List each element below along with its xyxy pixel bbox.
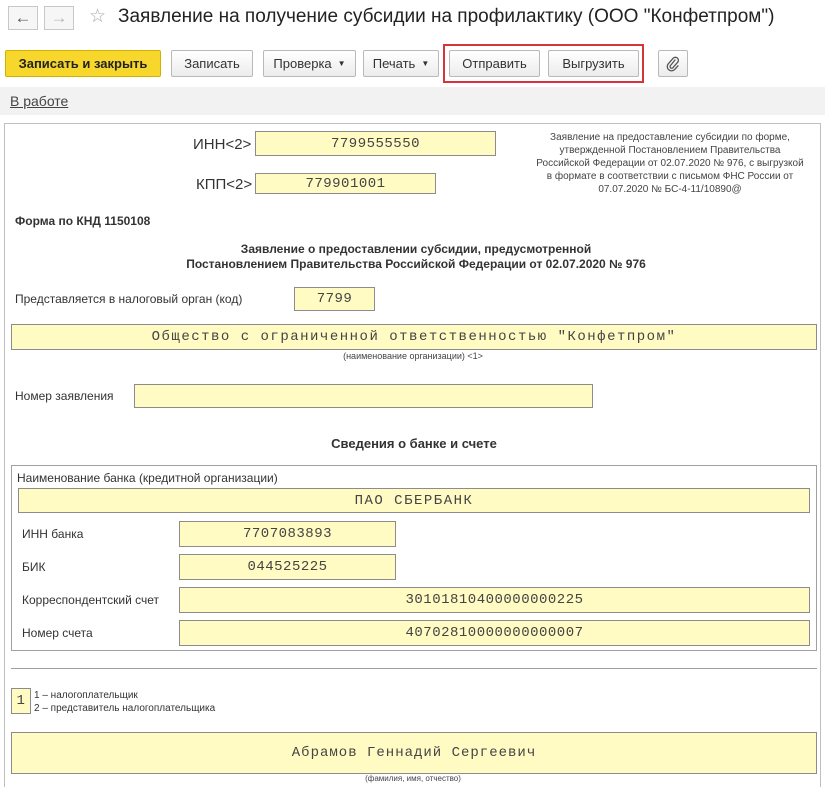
kpp-field[interactable]: 779901001 xyxy=(255,173,436,194)
kpp-label: КПП<2> xyxy=(196,176,253,193)
export-button[interactable]: Выгрузить xyxy=(548,50,639,77)
status-link[interactable]: В работе xyxy=(10,93,69,109)
bank-inn-label: ИНН банка xyxy=(22,527,84,541)
chevron-down-icon: ▼ xyxy=(421,59,430,68)
arrow-left-icon: ← xyxy=(14,8,32,27)
save-button[interactable]: Записать xyxy=(171,50,253,77)
back-button[interactable] xyxy=(8,6,38,30)
app-number-label: Номер заявления xyxy=(15,389,114,403)
bank-inn-field[interactable]: 7707083893 xyxy=(179,521,396,547)
bik-label: БИК xyxy=(22,560,46,574)
divider xyxy=(11,668,817,669)
arrow-right-icon: → xyxy=(50,8,68,27)
app-number-field[interactable] xyxy=(134,384,593,408)
tax-org-label: Представляется в налоговый орган (код) xyxy=(15,292,243,306)
attach-button[interactable] xyxy=(658,50,688,77)
signer-name-caption: (фамилия, имя, отчество) xyxy=(365,774,461,783)
save-and-close-button[interactable]: Записать и закрыть xyxy=(5,50,161,77)
signer-option-1: 1 – налогоплательщик xyxy=(34,690,138,701)
print-button-label: Печать xyxy=(372,56,416,71)
tax-org-field[interactable]: 7799 xyxy=(294,287,375,311)
signer-name-field[interactable]: Абрамов Геннадий Сергеевич xyxy=(11,732,817,774)
check-button[interactable] xyxy=(263,50,356,77)
check-button-label: Проверка xyxy=(273,56,332,71)
window-title: Заявление на получение субсидии на профилактику (ООО "Конфетпром") xyxy=(118,6,775,27)
forward-button[interactable] xyxy=(44,6,74,30)
org-name-caption: (наименование организации) <1> xyxy=(343,351,483,361)
org-name-field[interactable]: Общество с ограниченной ответственностью "Конфетпром" xyxy=(11,324,817,350)
status-bar xyxy=(0,87,825,115)
bank-section-title: Сведения о банке и счете xyxy=(331,436,497,451)
account-label: Номер счета xyxy=(22,626,93,640)
knd-label: Форма по КНД 1150108 xyxy=(15,214,151,228)
bank-name-field[interactable]: ПАО СБЕРБАНК xyxy=(18,488,810,513)
signer-option-2: 2 – представитель налогоплательщика xyxy=(34,703,216,714)
bank-name-label: Наименование банка (кредитной организации) xyxy=(17,471,278,485)
star-icon[interactable]: ☆ xyxy=(89,6,107,27)
corr-account-field[interactable]: 30101810400000000225 xyxy=(179,587,810,613)
form-heading-line2: Постановлением Правительства Российской Федерации от 02.07.2020 № 976 xyxy=(186,257,646,271)
form-heading-line1: Заявление о предоставлении субсидии, предусмотренной xyxy=(240,242,592,256)
paperclip-icon xyxy=(666,56,680,72)
corr-account-label: Корреспондентский счет xyxy=(22,593,160,607)
inn-label: ИНН<2> xyxy=(193,136,252,153)
form-note: Заявление на предоставление субсидии по форме, утвержденной Постановлением Правительства Российской Федерации от 02.07.2020 № 976, с выгрузкой в формате в соответствии с письмом ФНС России от 07.07.2020 № БС-4-11/10890@ xyxy=(536,132,804,195)
print-button[interactable] xyxy=(363,50,439,77)
inn-field[interactable]: 7799555550 xyxy=(255,131,496,156)
account-field[interactable]: 40702810000000000007 xyxy=(179,620,810,646)
chevron-down-icon: ▼ xyxy=(337,59,346,68)
send-button[interactable]: Отправить xyxy=(449,50,540,77)
signer-code-field[interactable]: 1 xyxy=(11,688,31,714)
bik-field[interactable]: 044525225 xyxy=(179,554,396,580)
